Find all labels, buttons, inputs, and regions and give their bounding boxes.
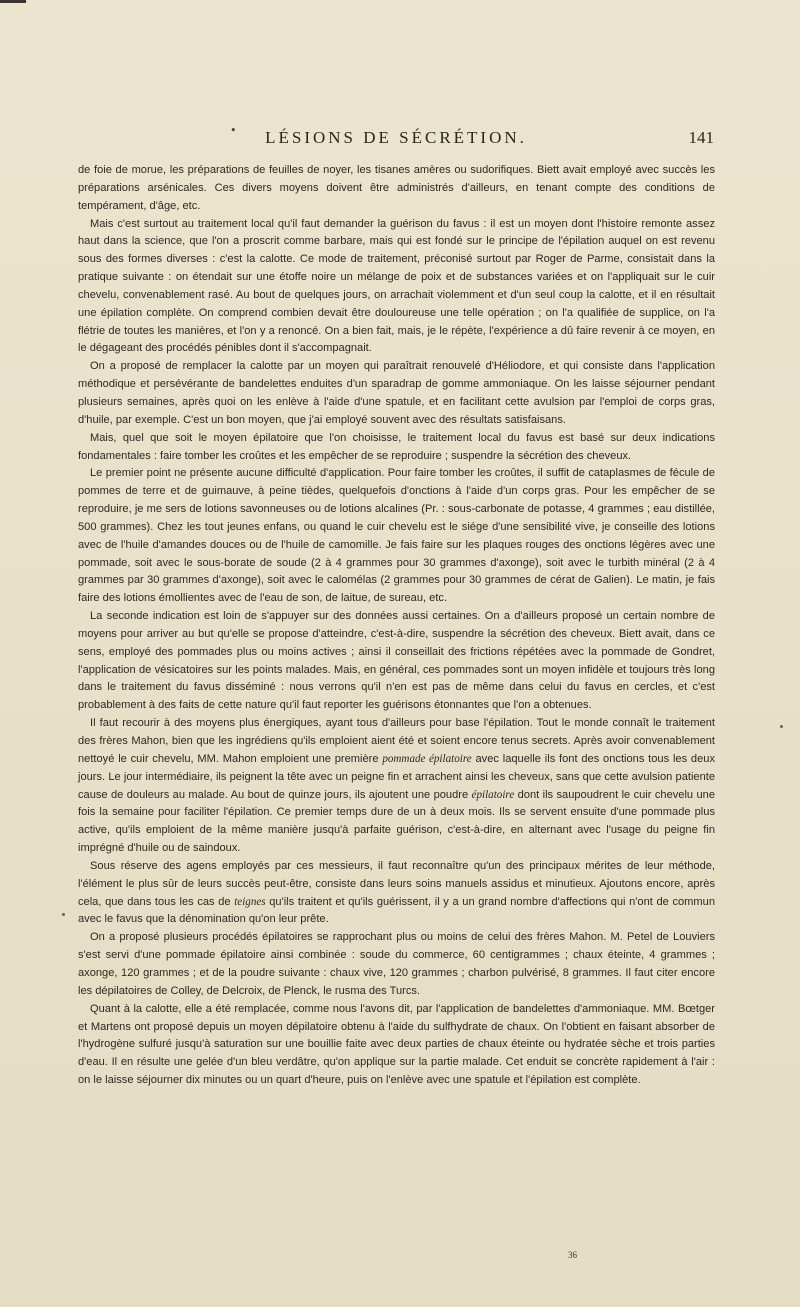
ink-speck <box>780 725 783 728</box>
text-run: Mais c'est surtout au traitement local qu'il faut demander la guérison du favus : il est un moyen dont l'histoire remonte assez haut dans la science, que l'on a proscrit comme barbare, mais qui est fondé sur le principe de l'épilation auquel on est revenu sous des formes diverses : c'est la calotte. Ce mode de traitement, préconisé surtout par Roger de Parme, consistait dans la pratique suivante : on étendait sur une étoffe noire un mélange de poix et de substances variées et on l'appliquait sur le cuir chevelu, convenablement rasé. Au bout de quelques jours, on arrachait violemment et d'un seul coup la calotte, et il en résultait une épilation complète. On comprend combien devait être douloureuse une telle opération ; on l'a qualifiée de supplice, on l'a flétrie de toutes les manières, et l'on y a renoncé. On a bien fait, mais, je le répète, l'expérience a dû faire revenir à ce moyen, en le dégageant des procédés pénibles dont il s'accompagnait. <box>78 217 715 355</box>
paragraph <box>78 929 715 1000</box>
italic-term: pommade épilatoire <box>382 752 472 765</box>
paragraph <box>78 465 715 608</box>
text-run: Le premier point ne présente aucune difficulté d'application. Pour faire tomber les croûtes, il suffit de cataplasmes de fécule de pommes de terre et de guimauve, à peine tièdes, quelquefois d'onctions à l'aide d'un corps gras. Pour les empêcher de se reproduire, je me sers de lotions savonneuses ou de lotions alcalines (Pr. : sous-carbonate de potasse, 4 grammes ; eau distillée, 500 grammes). Chez les tout jeunes enfans, ou quand le cuir chevelu est le siége d'une sensibilité vive, je conseille des lotions avec de l'huile d'amandes douces ou de l'huile de camomille. Je fais faire sur les plaques rouges des onctions légères avec une pommade, soit avec le sous-borate de soude (2 à 4 grammes pour 30 grammes d'axonge), soit avec le turbith minéral (2 à 4 grammes par 30 grammes d'axonge), soit avec le calomélas (2 grammes pour 30 grammes de cérat de Galien). Le matin, je fais faire des lotions émollientes avec de l'eau de son, de laitue, de sureau, etc. <box>78 467 715 605</box>
header-dot: • <box>230 124 237 137</box>
italic-term: teignes <box>234 895 266 908</box>
paragraph <box>78 358 715 429</box>
text-run: On a proposé plusieurs procédés épilatoires se rapprochant plus ou moins de celui des frères Mahon. M. Petel de Louviers s'est servi d'une pommade épilatoire ainsi combinée : soude du commerce, 60 centigrammes ; chaux éteinte, 4 grammes ; axonge, 120 grammes ; et de la poudre suivante : chaux vive, 120 grammes ; charbon pulvérisé, 8 grammes. Il faut citer encore les dépilatoires de Colley, de Delcroix, de Plenck, le rusma des Turcs. <box>78 931 715 997</box>
paragraph <box>78 608 715 715</box>
paragraph <box>78 162 715 216</box>
italic-term: épilatoire <box>471 788 515 801</box>
text-run: Quant à la calotte, elle a été remplacée, comme nous l'avons dit, par l'application de bandelettes d'ammoniaque. MM. Bœtger et Martens ont proposé depuis un moyen dépilatoire obtenu à l'aide du sulfhydrate de chaux. On l'obtient en faisant absorber de l'hydrogène sulfuré jusqu'à saturation sur une bouillie faite avec deux parties de chaux éteinte ou hydratée sèche et trois parties d'eau. Il en résulte une gelée d'un bleu verdâtre, qu'on applique sur la partie malade. Cet enduit se concrète rapidement à l'air : on le laisse séjourner dix minutes ou un quart d'heure, puis on l'enlève avec une spatule et l'épilation est complète. <box>78 1002 715 1087</box>
ink-speck <box>62 913 65 916</box>
page-header <box>78 124 714 152</box>
paragraph <box>78 430 715 466</box>
text-run: Il faut recourir à des moyens plus énergiques, ayant tous d'ailleurs pour base l'épilation. Tout le monde connaît le traitement des frères Mahon, bien que les ingrédiens qu'ils emploient aient été et soient encore tenus secrets. Après avoir convenablement nettoyé le cuir chevelu, MM. Mahon emploient une première <box>78 717 715 765</box>
page-number: 141 <box>688 128 714 147</box>
text-run: dont ils saupoudrent le cuir chevelu une fois la semaine pour faciliter l'épilation. Ce premier temps dure de un à deux mois. Ils se servent ensuite d'une pommade plus active, qu'ils emploient de la même manière jusqu'à parfaite guérison, c'est-à-dire, en alternant avec l'usage du peigne fin imprégné d'huile ou de saindoux. <box>78 788 715 855</box>
printer-signature: 36 <box>568 1250 577 1260</box>
text-run: de foie de morue, les préparations de feuilles de noyer, les tisanes amères ou sudorifiques. Biett avait employé avec succès les préparations arsénicales. Ces divers moyens doivent être administrés d'ailleurs, en tenant compte des conditions de tempérament, d'âge, etc. <box>78 164 715 212</box>
paragraph <box>78 216 715 359</box>
text-run: avec laquelle ils font des onctions tous les deux jours. Le jour intermédiaire, ils peignent la tête avec un peigne fin et arrachent ainsi les cheveux, sans que cette avulsion patiente cause de douleurs au malade. Au bout de quinze jours, ils ajoutent une poudre <box>78 752 715 801</box>
paragraph <box>78 715 715 858</box>
scan-edge-mark <box>0 0 26 3</box>
paragraph <box>78 858 715 929</box>
running-title: LÉSIONS DE SÉCRÉTION. <box>265 128 527 147</box>
text-run: Mais, quel que soit le moyen épilatoire que l'on choisisse, le traitement local du favus est basé sur deux indications fondamentales : faire tomber les croûtes et les empêcher de se reproduire ; suspendre la sécrétion des cheveux. <box>78 431 715 462</box>
body-text <box>78 162 715 1090</box>
text-run: On a proposé de remplacer la calotte par un moyen qui paraîtrait renouvelé d'Héliodore, et qui consiste dans l'application méthodique et persévérante de bandelettes enduites d'un sparadrap de gomme ammoniaque. On les laisse séjourner pendant plusieurs semaines, après quoi on les enlève à l'aide d'une spatule, et en facilitant cette avulsion par l'emploi de corps gras, d'huile, par exemple. C'est un bon moyen, que j'ai employé souvent avec des résultats satisfaisans. <box>78 360 715 426</box>
text-run: La seconde indication est loin de s'appuyer sur des données aussi certaines. On a d'ailleurs proposé un certain nombre de moyens pour arriver au but qu'elle se propose d'atteindre, c'est-à-dire, suspendre la sécrétion des cheveux. Biett avait, dans ce sens, employé des pommades plus ou moins actives ; ainsi il conseillait des frictions répétées avec la pommade de Gondret, l'application de vésicatoires sur les points malades. Mais, en général, ces pommades sont un moyen infidèle et toujours très long dans le traitement du favus disséminé : nous verrons qu'il n'en est pas de même dans celui du favus en cercles, et c'est probablement à des faits de cette nature qu'il faut reporter les guérisons étonnantes que l'on a obtenues. <box>78 610 715 712</box>
text-run: Sous réserve des agens employés par ces messieurs, il faut reconnaître qu'un des principaux mérites de leur méthode, l'élément le plus sûr de leurs succès peut-être, consiste dans leurs soins manuels assidus et minutieux. Ajoutons encore, après cela, que dans tous les cas de <box>78 859 715 908</box>
text-run: qu'ils traitent et qu'ils guérissent, il y a un grand nombre d'affections qui n'ont de commun avec le favus que la dénomination qu'on leur prête. <box>78 895 715 926</box>
paragraph <box>78 1001 715 1090</box>
